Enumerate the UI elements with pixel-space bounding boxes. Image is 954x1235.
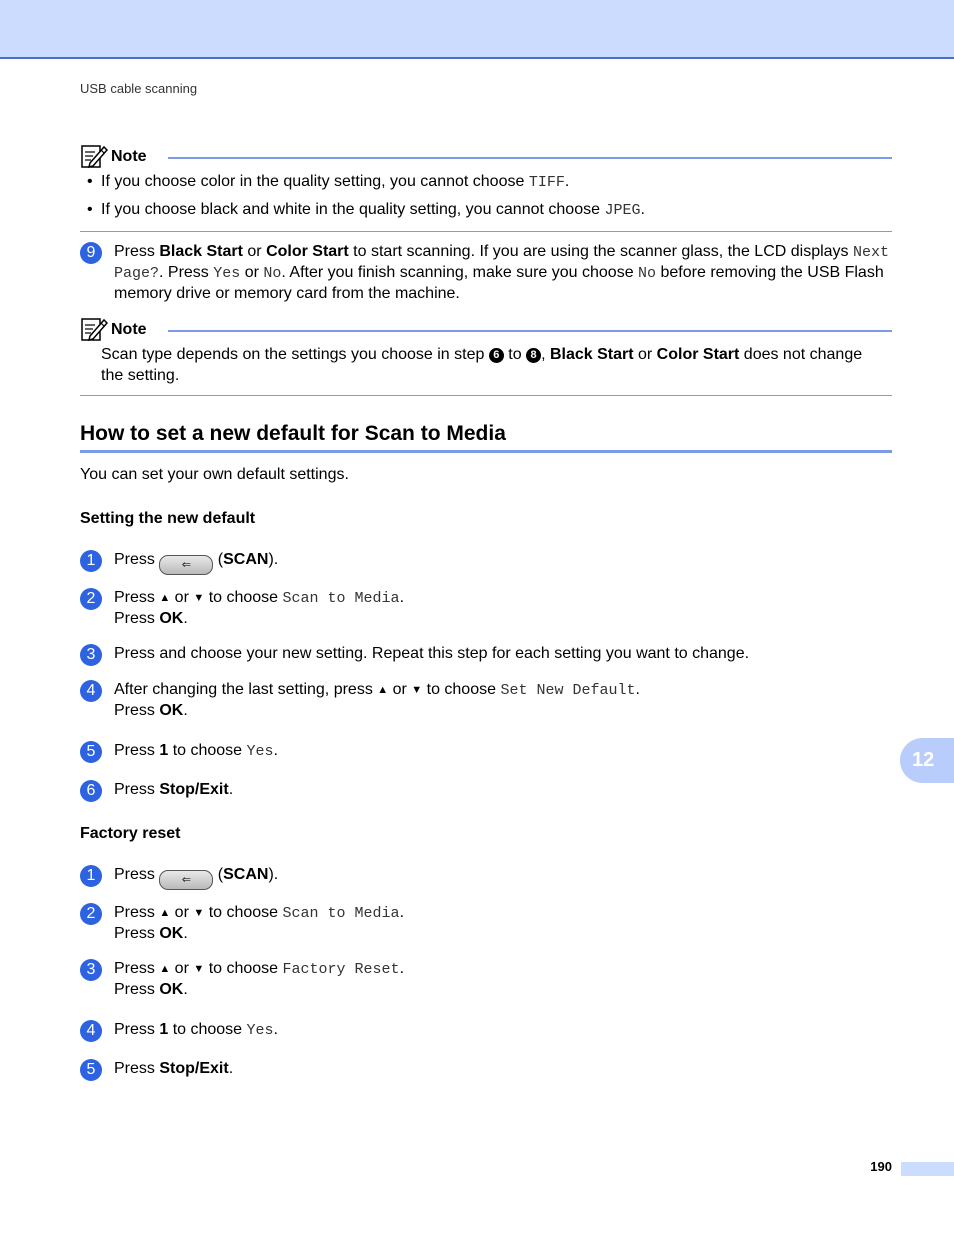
step-number-badge: 4 <box>80 1020 102 1042</box>
page-number: 190 <box>870 1159 892 1174</box>
note-box <box>80 143 892 232</box>
up-arrow-icon: ▲ <box>159 963 171 975</box>
scan-button-icon: ⇐ <box>159 870 213 890</box>
note-divider <box>168 330 892 332</box>
step-4 <box>80 1020 892 1041</box>
down-arrow-icon: ▼ <box>193 592 205 604</box>
step-number-badge: 4 <box>80 680 102 702</box>
step-number-badge: 1 <box>80 550 102 572</box>
step-number-badge: 2 <box>80 903 102 925</box>
step-text: Press 1 to choose Yes. <box>114 742 278 760</box>
step-number-badge: 2 <box>80 588 102 610</box>
step-6 <box>80 780 892 800</box>
step-2 <box>80 903 892 944</box>
note-label: Note <box>111 148 147 165</box>
step-1 <box>80 865 892 890</box>
subsection-heading: Setting the new default <box>80 510 256 527</box>
step-3 <box>80 644 892 664</box>
section-intro: You can set your own default settings. <box>80 466 349 483</box>
step-9 <box>80 242 892 304</box>
step-5 <box>80 1059 892 1079</box>
step-3 <box>80 959 892 1000</box>
step-5 <box>80 741 892 762</box>
step-1 <box>80 550 892 575</box>
note-pencil-icon <box>80 316 108 347</box>
step-number-badge: 5 <box>80 1059 102 1081</box>
up-arrow-icon: ▲ <box>377 684 389 696</box>
down-arrow-icon: ▼ <box>193 907 205 919</box>
step-ref-badge: 8 <box>526 348 541 363</box>
up-arrow-icon: ▲ <box>159 592 171 604</box>
note-header <box>80 316 892 342</box>
running-header: USB cable scanning <box>80 81 198 96</box>
step-ref-badge: 6 <box>489 348 504 363</box>
scan-button-icon: ⇐ <box>159 555 213 575</box>
step-text: Press Black Start or Color Start to start scanning. If you are using the scanner glass, the LCD displays Next Page?. Press Yes or No. After you finish scanning, make sure you choose No before removing the USB Flash memory drive or memory card from the machine. <box>114 243 890 302</box>
step-text: Press ▲ or ▼ to choose Scan to Media. Press OK. <box>114 589 405 627</box>
step-4 <box>80 680 892 721</box>
subsection-heading: Factory reset <box>80 825 181 842</box>
note-bullet: • If you choose black and white in the quality setting, you cannot choose JPEG. <box>87 201 645 219</box>
step-text: Press Stop/Exit. <box>114 781 234 798</box>
step-number-badge: 9 <box>80 242 102 264</box>
note-body <box>80 169 892 231</box>
step-text: After changing the last setting, press ▲ or ▼ to choose Set New Default. Press OK. <box>114 681 640 719</box>
header-band <box>0 0 954 59</box>
step-number-badge: 5 <box>80 741 102 763</box>
step-text: Press Stop/Exit. <box>114 1060 234 1077</box>
note-bottom-rule <box>80 395 892 396</box>
note-header <box>80 143 892 169</box>
note-bullet: • If you choose color in the quality setting, you cannot choose TIFF. <box>87 173 570 191</box>
step-number-badge: 3 <box>80 959 102 981</box>
note-bottom-rule <box>80 231 892 232</box>
note-body: Scan type depends on the settings you choose in step 6 to 8 , Black Start or Color Start does not change the setting. <box>101 346 863 384</box>
down-arrow-icon: ▼ <box>193 963 205 975</box>
step-2 <box>80 588 892 629</box>
chapter-tab: 12 <box>900 738 954 783</box>
note-pencil-icon <box>80 143 108 174</box>
step-text: Press ⇐ (SCAN). <box>114 865 892 890</box>
step-number-badge: 1 <box>80 865 102 887</box>
up-arrow-icon: ▲ <box>159 907 171 919</box>
step-text: Press 1 to choose Yes. <box>114 1021 278 1039</box>
down-arrow-icon: ▼ <box>411 684 423 696</box>
note-label: Note <box>111 321 147 338</box>
page-number-bar <box>901 1162 954 1176</box>
step-text: Press ⇐ (SCAN). <box>114 550 892 575</box>
step-number-badge: 6 <box>80 780 102 802</box>
note-divider <box>168 157 892 159</box>
step-number-badge: 3 <box>80 644 102 666</box>
note-box <box>80 316 892 396</box>
step-text: Press ▲ or ▼ to choose Scan to Media. Press OK. <box>114 904 405 942</box>
step-text: Press and choose your new setting. Repeat this step for each setting you want to change. <box>114 645 750 662</box>
section-heading: How to set a new default for Scan to Media <box>80 422 892 453</box>
step-text: Press ▲ or ▼ to choose Factory Reset. Press OK. <box>114 960 405 998</box>
